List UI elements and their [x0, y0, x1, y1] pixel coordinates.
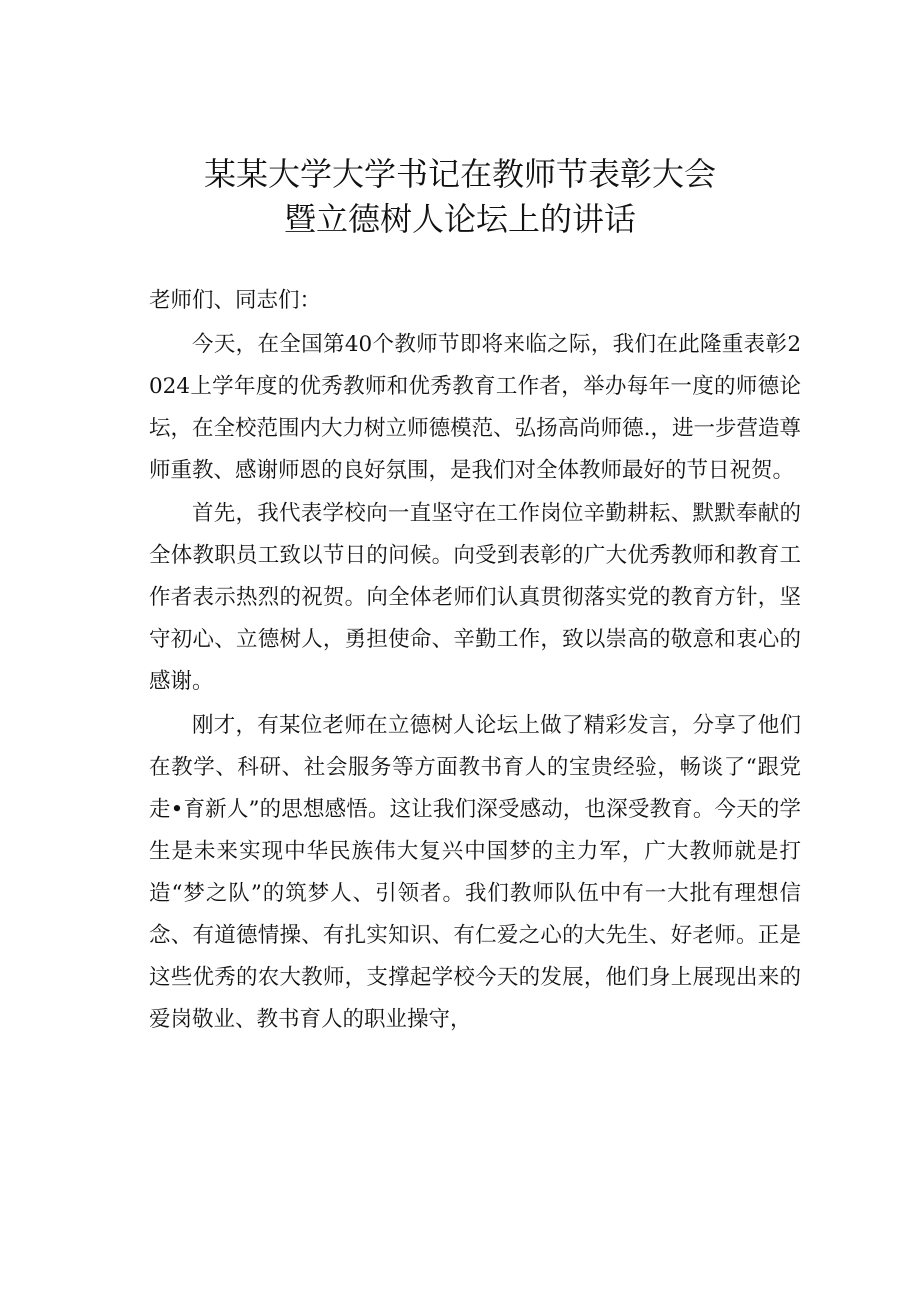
title-line-2: 暨立德树人论坛上的讲话: [283, 200, 636, 238]
speech-title: [0, 152, 920, 242]
paragraph-1: 今天，在全国第40个教师节即将来临之际，我们在此隆重表彰2024上学年度的优秀教师和优秀教育工作者，举办每年一度的师德论坛，在全校范围内大力树立师德模范、弘扬高尚师德.，进一步营造尊师重教、感谢师恩的良好氛围，是我们对全体教师最好的节日祝贺。: [149, 331, 801, 483]
salutation: 老师们、同志们：: [149, 288, 322, 313]
speech-body: [149, 280, 801, 1041]
paragraph-2: 首先，我代表学校向一直坚守在工作岗位辛勤耕耘、默默奉献的全体教职员工致以节日的问候。向受到表彰的广大优秀教师和教育工作者表示热烈的祝贺。向全体老师们认真贯彻落实党的教育方针，坚守初心、立德树人，勇担使命、辛勤工作，致以崇高的敬意和衷心的感谢。: [149, 501, 801, 694]
paragraph-3: 刚才，有某位老师在立德树人论坛上做了精彩发言，分享了他们在教学、科研、社会服务等方面教书育人的宝贵经验，畅谈了“跟党走•育新人”的思想感悟。这让我们深受感动，也深受教育。今天的学生是未来实现中华民族伟大复兴中国梦的主力军，广大教师就是打造“梦之队”的筑梦人、引领者。我们教师队伍中有一大批有理想信念、有道德情操、有扎实知识、有仁爱之心的大先生、好老师。正是这些优秀的农大教师，支撑起学校今天的发展，他们身上展现出来的爱岗敬业、教书育人的职业操守，: [149, 712, 801, 1032]
title-line-1: 某某大学大学书记在教师节表彰大会: [203, 155, 716, 193]
